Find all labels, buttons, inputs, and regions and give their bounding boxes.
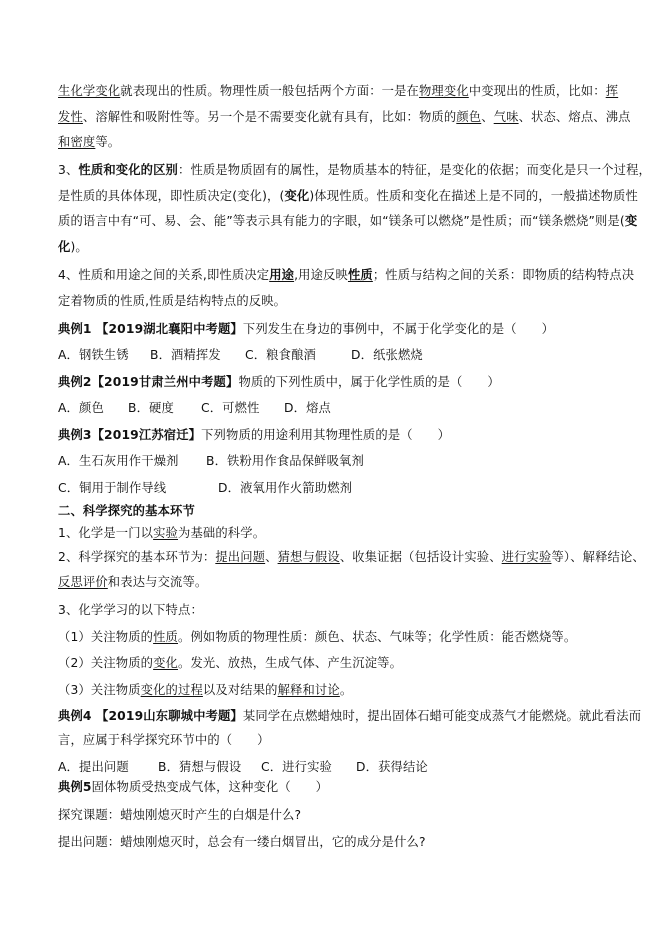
text: （1）关注物质的 xyxy=(58,630,154,644)
underlined-term: 性质 xyxy=(153,630,179,644)
text: 质的语言中有“可、易、会、能”等表示具有能力的字眼，如“镁条可以燃烧”是性质；而“镁条燃烧”则是( xyxy=(58,214,625,228)
text-line xyxy=(58,806,301,824)
text: 某同学在点燃蜡烛时，提出固体石蜡可能变成蒸气才能燃烧。就此看法而 xyxy=(242,709,642,723)
option-a: A．钢铁生锈 xyxy=(58,348,129,362)
text: 提出问题：蜡烛刚熄灭时，总会有一缕白烟冒出，它的成分是什么? xyxy=(58,835,426,849)
text: 以及对结果的 xyxy=(202,683,278,697)
option-d: D．纸张燃烧 xyxy=(351,348,423,362)
text: 固体物质受热变成气体，这种变化（ ） xyxy=(91,780,329,794)
text: 探究课题：蜡烛刚熄灭时产生的白烟是什么? xyxy=(58,808,302,822)
text: 定着物质的性质,性质是结构特点的反映。 xyxy=(58,294,287,308)
example-label: 典例1 【2019湖北襄阳中考题】 xyxy=(58,322,243,336)
text: 。 xyxy=(339,683,353,697)
text-line xyxy=(58,108,631,126)
text-line xyxy=(58,833,426,851)
text: 下列物质的用途利用其物理性质的是（ ） xyxy=(201,428,451,442)
section-heading xyxy=(58,502,195,520)
options-line xyxy=(58,452,618,470)
text: ,用途反映 xyxy=(294,268,348,282)
text: 2、科学探究的基本环节为： xyxy=(58,550,216,564)
option-a: A．生石灰用作干燥剂 xyxy=(58,454,179,468)
underlined-term: 发性 xyxy=(58,110,83,124)
underlined-term: 实验 xyxy=(153,526,179,540)
text-line xyxy=(58,161,651,179)
option-c: C．粮食酿酒 xyxy=(245,348,316,362)
option-d: D．熔点 xyxy=(284,401,331,415)
example-heading xyxy=(58,426,450,444)
text-line xyxy=(58,628,576,646)
option-c: C．可燃性 xyxy=(201,401,260,415)
text-line xyxy=(58,292,286,310)
text: )。 xyxy=(70,240,88,254)
option-b: B．硬度 xyxy=(128,401,174,415)
section-title: 二、科学探究的基本环节 xyxy=(58,504,195,518)
option-c: C．铜用于制作导线 xyxy=(58,481,167,495)
text: 等）、解释结论、 xyxy=(551,550,645,564)
text: ；性质与结构之间的关系：即物质的结构特点决 xyxy=(372,268,635,282)
text: 3、 xyxy=(58,163,79,177)
example-label: 典例2【2019甘肃兰州中考题】 xyxy=(58,375,239,389)
example-heading xyxy=(58,778,328,796)
options-line xyxy=(58,346,618,364)
example-heading xyxy=(58,320,554,338)
option-b: B．猜想与假设 xyxy=(158,760,242,774)
text: 等。 xyxy=(95,135,121,149)
underlined-term: 解释和讨论 xyxy=(277,683,340,697)
text-line xyxy=(58,212,637,230)
text-line xyxy=(58,524,265,542)
text: 物质的下列性质中，属于化学性质的是（ ） xyxy=(238,375,500,389)
options-line xyxy=(58,399,618,417)
text: 、状态、熔点、沸点 xyxy=(518,110,631,124)
underlined-term: 进行实验 xyxy=(501,550,552,564)
text-line xyxy=(58,681,352,699)
bold-term: 变化 xyxy=(284,189,310,203)
text-line xyxy=(58,133,120,151)
option-a: A．提出问题 xyxy=(58,760,129,774)
text: 中变现出的性质，比如： xyxy=(468,84,606,98)
underlined-bold-term: 性质 xyxy=(347,268,373,282)
text: 。例如物质的物理性质：颜色、状态、气味等；化学性质：能否燃烧等。 xyxy=(178,630,577,644)
example-heading xyxy=(58,373,500,391)
underlined-term: 挥 xyxy=(605,84,619,98)
option-d: D．液氧用作火箭助燃剂 xyxy=(218,481,353,495)
underlined-term: 猜想与假设 xyxy=(277,550,340,564)
text: （3）关注物质 xyxy=(58,683,141,697)
text: 、 xyxy=(481,110,494,124)
option-a: A．颜色 xyxy=(58,401,104,415)
text-line xyxy=(58,654,402,672)
text: )体现性质。性质和变化在描述上是不同的，一般描述物质性 xyxy=(309,189,638,203)
bold-term: 变 xyxy=(624,214,638,228)
text: 1、化学是一门以 xyxy=(58,526,154,540)
text-line xyxy=(58,82,618,100)
example-label: 典例5 xyxy=(58,780,92,794)
example-label: 典例3【2019江苏宿迁】 xyxy=(58,428,202,442)
option-c: C．进行实验 xyxy=(261,760,332,774)
text: ：性质是物质固有的属性，是物质基本的特征，是变化的依据；而变化是只一个过程， xyxy=(178,163,651,177)
underlined-term: 气味 xyxy=(493,110,519,124)
option-b: B．酒精挥发 xyxy=(150,348,221,362)
option-d: D．获得结论 xyxy=(356,760,428,774)
underlined-term: 物理变化 xyxy=(418,84,469,98)
text: 、 xyxy=(265,550,278,564)
bold-term: 性质和变化的区别 xyxy=(78,163,178,177)
options-line xyxy=(58,758,618,776)
example-label: 典例4 【2019山东聊城中考题】 xyxy=(58,709,243,723)
underlined-term: 生化学变化 xyxy=(58,84,121,98)
example-heading xyxy=(58,707,641,725)
text-line xyxy=(58,601,203,619)
text-line xyxy=(58,266,634,284)
text: 4、性质和用途之间的关系,即性质决定 xyxy=(58,268,270,282)
text-line xyxy=(58,187,638,205)
text: 、收集证据（包括设计实验、 xyxy=(339,550,502,564)
text: 和表达与交流等。 xyxy=(107,575,208,589)
options-line xyxy=(58,479,618,497)
text: 3、化学学习的以下特点： xyxy=(58,603,203,617)
underlined-term: 提出问题 xyxy=(215,550,266,564)
text: 。发光、放热，生成气体、产生沉淀等。 xyxy=(178,656,403,670)
text: 就表现出的性质。物理性质一般包括两个方面：一是在 xyxy=(120,84,419,98)
underlined-bold-term: 用途 xyxy=(269,268,295,282)
text-line xyxy=(58,548,645,566)
underlined-term: 颜色 xyxy=(456,110,482,124)
text: 言，应属于科学探究环节中的（ ） xyxy=(58,733,270,747)
bold-term: 化 xyxy=(58,240,71,254)
text: 、溶解性和吸附性等。另一个是不需要变化就有具有，比如：物质的 xyxy=(82,110,457,124)
text: （2）关注物质的 xyxy=(58,656,154,670)
underlined-term: 变化的过程 xyxy=(140,683,203,697)
text-line xyxy=(58,731,270,749)
underlined-term: 和密度 xyxy=(58,135,96,149)
text-line xyxy=(58,573,207,591)
text: 为基础的科学。 xyxy=(178,526,266,540)
text: 是性质的具体体现，即性质决定(变化)，( xyxy=(58,189,285,203)
underlined-term: 变化 xyxy=(153,656,179,670)
text-line xyxy=(58,238,88,256)
text: 下列发生在身边的事例中，不属于化学变化的是（ ） xyxy=(242,322,555,336)
underlined-term: 反思评价 xyxy=(58,575,108,589)
option-b: B．铁粉用作食品保鲜吸氧剂 xyxy=(206,454,364,468)
